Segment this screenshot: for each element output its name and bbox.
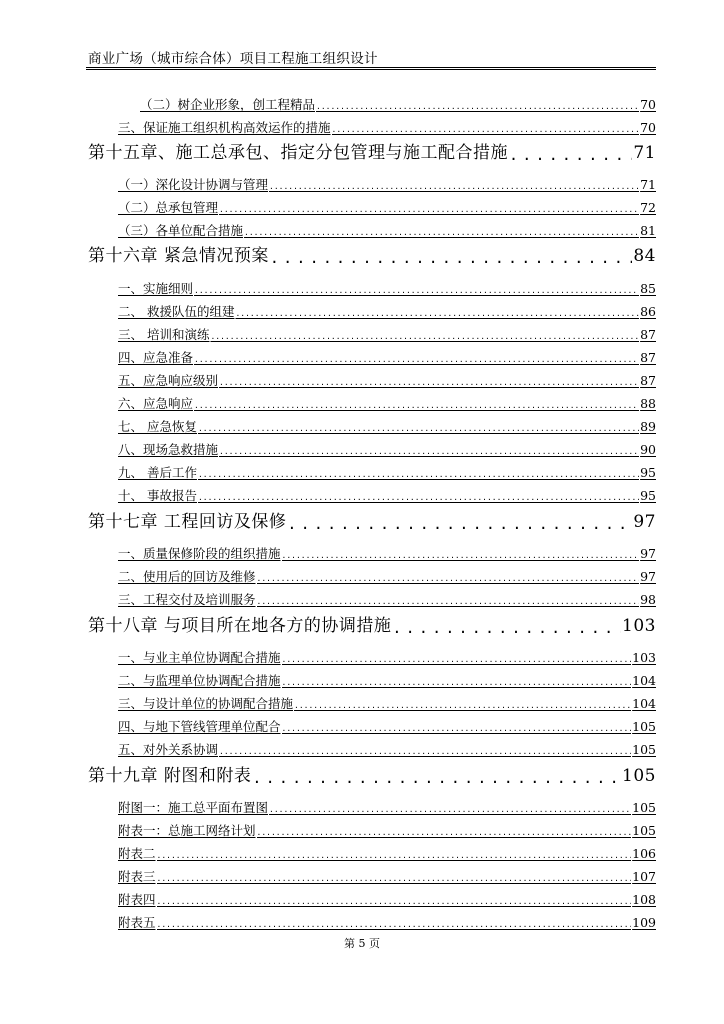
toc-entry-title: 附表五 — [118, 915, 156, 930]
toc-entry-page: 107 — [632, 869, 656, 884]
toc-leader — [198, 422, 639, 436]
toc-chapter-entry[interactable] — [88, 510, 656, 534]
toc-entry[interactable] — [118, 222, 656, 240]
toc-entry-title: （三）各单位配合措施 — [118, 223, 244, 238]
toc-entry-title: 五、应急响应级别 — [118, 373, 219, 388]
toc-entry-title: 附表一：总施工网络计划 — [118, 823, 256, 838]
toc-entry[interactable] — [118, 914, 656, 932]
toc-entry[interactable] — [118, 799, 656, 817]
toc-chapter-title: 第十九章 附图和附表 — [88, 766, 252, 786]
toc-chapter-entry[interactable] — [88, 614, 656, 638]
toc-entry-title: 三、 培训和演练 — [118, 327, 210, 342]
toc-entry-page: 86 — [640, 304, 656, 319]
toc-leader — [509, 145, 632, 165]
toc-entry[interactable] — [118, 349, 656, 367]
toc-leader — [198, 491, 639, 505]
toc-entry[interactable] — [140, 96, 656, 114]
toc-chapter-entry[interactable] — [88, 764, 656, 788]
toc-leader — [282, 549, 640, 563]
toc-chapter-title: 第十七章 工程回访及保修 — [88, 512, 287, 532]
toc-entry-title: 八、现场急救措施 — [118, 442, 219, 457]
toc-leader — [282, 653, 632, 667]
toc-entry-title: 附表四 — [118, 892, 156, 907]
toc-leader — [157, 872, 632, 886]
toc-entry-title: 五、对外关系协调 — [118, 742, 219, 757]
toc-entry-title: 一、与业主单位协调配合措施 — [118, 650, 281, 665]
toc-entry-title: 二、使用后的回访及维修 — [118, 569, 256, 584]
toc-entry-title: 九、 善后工作 — [118, 465, 197, 480]
toc-leader — [257, 595, 640, 609]
toc-leader — [257, 572, 640, 586]
running-header: 商业广场（城市综合体）项目工程施工组织设计 — [88, 51, 378, 67]
toc-leader — [219, 376, 639, 390]
toc-entry-title: 六、应急响应 — [118, 396, 194, 411]
toc-entry-title: 一、实施细则 — [118, 281, 194, 296]
toc-entry[interactable] — [118, 868, 656, 886]
toc-leader — [157, 849, 632, 863]
toc-entry-page: 87 — [640, 327, 656, 342]
toc-leader — [332, 123, 640, 137]
toc-leader — [269, 180, 639, 194]
toc-entry-page: 105 — [632, 800, 656, 815]
toc-entry[interactable] — [118, 822, 656, 840]
toc-entry-page: 104 — [632, 673, 656, 688]
toc-leader — [294, 699, 631, 713]
toc-entry-page: 90 — [640, 442, 656, 457]
toc-leader — [235, 307, 639, 321]
toc-entry-page: 72 — [640, 200, 656, 215]
toc-entry-page: 103 — [632, 650, 656, 665]
toc-leader — [282, 676, 632, 690]
toc-entry[interactable] — [118, 395, 656, 413]
toc-entry[interactable] — [118, 280, 656, 298]
toc-entry[interactable] — [118, 741, 656, 759]
toc-chapter-title: 第十六章 紧急情况预案 — [88, 246, 269, 266]
toc-entry[interactable] — [118, 199, 656, 217]
toc-chapter-page: 103 — [622, 616, 656, 636]
toc-entry-title: 附图一：施工总平面布置图 — [118, 800, 269, 815]
toc-entry-page: 87 — [640, 373, 656, 388]
toc-entry-page: 87 — [640, 350, 656, 365]
toc-entry[interactable] — [118, 487, 656, 505]
toc-leader — [257, 826, 632, 840]
toc-entry-page: 81 — [640, 223, 656, 238]
toc-entry-page: 95 — [640, 488, 656, 503]
toc-chapter-entry[interactable] — [88, 141, 656, 165]
toc-entry-title: 三、与设计单位的协调配合措施 — [118, 696, 294, 711]
toc-entry[interactable] — [118, 545, 656, 563]
toc-leader — [316, 100, 639, 114]
toc-entry-title: 附表二 — [118, 846, 156, 861]
toc-entry[interactable] — [118, 568, 656, 586]
toc-entry[interactable] — [118, 845, 656, 863]
toc-leader — [269, 803, 631, 817]
toc-leader — [287, 514, 632, 534]
toc-leader — [194, 353, 639, 367]
toc-entry-page: 105 — [632, 742, 656, 757]
toc-chapter-entry[interactable] — [88, 244, 656, 268]
toc-entry[interactable] — [118, 418, 656, 436]
toc-entry-title: 四、应急准备 — [118, 350, 194, 365]
toc-entry-page: 98 — [640, 592, 656, 607]
toc-entry-page: 109 — [632, 915, 656, 930]
toc-chapter-page: 97 — [633, 512, 656, 532]
toc-entry-title: （二）树企业形象，创工程精品 — [140, 97, 316, 112]
toc-leader — [210, 330, 639, 344]
toc-entry-title: 二、与监理单位协调配合措施 — [118, 673, 281, 688]
toc-entry-page: 105 — [632, 823, 656, 838]
toc-entry-title: 一、质量保修阶段的组织措施 — [118, 546, 281, 561]
toc-entry[interactable] — [118, 695, 656, 713]
toc-entry[interactable] — [118, 176, 656, 194]
toc-entry[interactable] — [118, 441, 656, 459]
toc-entry-title: 二、 救援队伍的组建 — [118, 304, 235, 319]
toc-entry[interactable] — [118, 718, 656, 736]
toc-leader — [194, 399, 639, 413]
toc-entry[interactable] — [118, 591, 656, 609]
toc-leader — [219, 203, 639, 217]
toc-chapter-title: 第十五章、施工总承包、指定分包管理与施工配合措施 — [88, 143, 508, 163]
toc-entry[interactable] — [118, 372, 656, 390]
toc-leader — [219, 745, 631, 759]
toc-entry[interactable] — [118, 326, 656, 344]
toc-leader — [392, 618, 621, 638]
toc-leader — [194, 284, 639, 298]
toc-leader — [157, 918, 632, 932]
toc-entry-page: 104 — [632, 696, 656, 711]
toc-entry-page: 106 — [632, 846, 656, 861]
toc-entry-page: 85 — [640, 281, 656, 296]
toc-chapter-page: 105 — [622, 766, 656, 786]
toc-entry-page: 70 — [640, 120, 656, 135]
toc-entry-page: 71 — [640, 177, 656, 192]
toc-entry-title: 十、 事故报告 — [118, 488, 197, 503]
toc-entry-title: 三、保证施工组织机构高效运作的措施 — [118, 120, 331, 135]
toc-entry-title: 三、工程交付及培训服务 — [118, 592, 256, 607]
toc-entry-title: 四、与地下管线管理单位配合 — [118, 719, 281, 734]
toc-entry-title: （二）总承包管理 — [118, 200, 219, 215]
toc-leader — [244, 226, 639, 240]
toc-entry[interactable] — [118, 649, 656, 667]
toc-leader — [198, 468, 639, 482]
toc-entry-page: 97 — [640, 546, 656, 561]
toc-entry-page: 70 — [640, 97, 656, 112]
toc-chapter-page: 71 — [633, 143, 656, 163]
toc-leader — [282, 722, 632, 736]
toc-leader — [270, 248, 632, 268]
toc-entry-page: 105 — [632, 719, 656, 734]
page-number-footer: 第 5 页 — [344, 937, 380, 950]
toc-leader — [252, 768, 621, 788]
toc-entry-page: 89 — [640, 419, 656, 434]
toc-entry[interactable] — [118, 464, 656, 482]
toc-entry-page: 95 — [640, 465, 656, 480]
toc-entry[interactable] — [118, 672, 656, 690]
toc-leader — [219, 445, 639, 459]
toc-entry-title: （一）深化设计协调与管理 — [118, 177, 269, 192]
toc-entry-page: 97 — [640, 569, 656, 584]
toc-chapter-title: 第十八章 与项目所在地各方的协调措施 — [88, 616, 392, 636]
toc-chapter-page: 84 — [633, 246, 656, 266]
toc-entry-title: 七、 应急恢复 — [118, 419, 197, 434]
toc-entry[interactable] — [118, 119, 656, 137]
toc-entry[interactable] — [118, 303, 656, 321]
toc-entry-page: 108 — [632, 892, 656, 907]
toc-entry-title: 附表三 — [118, 869, 156, 884]
toc-entry-page: 88 — [640, 396, 656, 411]
toc-entry[interactable] — [118, 891, 656, 909]
toc-leader — [157, 895, 632, 909]
